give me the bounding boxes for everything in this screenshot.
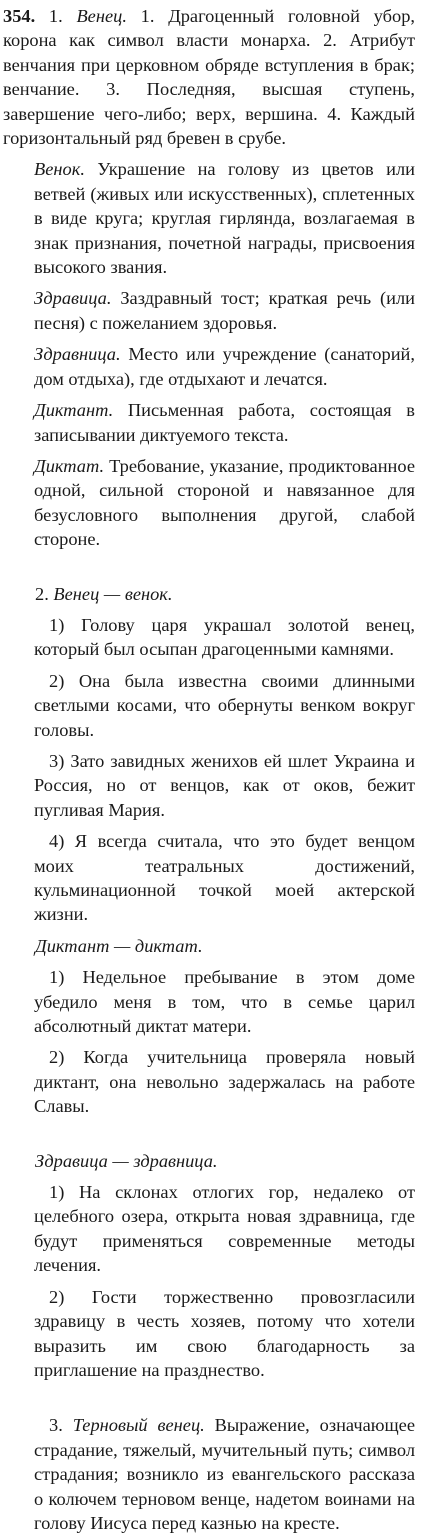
definition-text: Требование, указание, продиктованное одной, сильной стороной и навязанное для безусловного выполнения другой, слабой стороне. <box>34 455 415 550</box>
part-number: 3. <box>49 1415 63 1436</box>
definition-text: Письменная работа, состоящая в записывании диктуемого текста. <box>34 400 415 445</box>
definition-venok <box>34 157 415 279</box>
example-sentence: 1) Недельное пребывание в этом доме убедило меня в том, что в семье царил абсолютный диктат матери. <box>34 967 415 1037</box>
definition-text: Место или учреждение (санаторий, дом отдыха), где отдыхают и лечатся. <box>34 344 415 389</box>
definition-text: Выражение, означающее страдание, тяжелый, мучительный путь; символ страдания; возникло из евангельского рассказа о колючем терновом венце, надетом воинами на голову Иисуса перед казнью на кресте. <box>34 1415 415 1533</box>
example-sentence: 1) На склонах отлогих гор, недалеко от целебного озера, открыта новая здравница, где будут применяться современные методы лечения. <box>34 1182 415 1276</box>
part-number: 2. <box>35 583 49 604</box>
example-sentence: 2) Она была известна своими длинными светлыми косами, что обернуты венком вокруг головы. <box>34 670 415 740</box>
heading-text: Венец — венок. <box>53 583 173 604</box>
example-sentence: 2) Когда учительница проверяла новый диктант, она невольно задержалась на работе Славы. <box>34 1047 415 1117</box>
term-venets: Венец. <box>76 6 127 26</box>
term-diktat: Диктат. <box>34 455 105 476</box>
example-sentence: 2) Гости торжественно провозгласили здравицу в честь хозяев, потому что хотели выразить им свою благодарность за приглашение на празднество. <box>34 1286 415 1380</box>
definition-ternovy-venets <box>34 1413 415 1535</box>
definition-diktat <box>34 454 415 552</box>
part-number: 1. <box>48 6 63 26</box>
example-sentence: 4) Я всегда считала, что это будет венцом моих театральных достижений, кульминационной точкой моей актерской жизни. <box>34 831 415 925</box>
term-zdravnitsa: Здравница. <box>34 344 121 365</box>
section-heading-zdravitsa-zdravnitsa: Здравица — здравница. <box>35 1150 218 1171</box>
definition-venets <box>3 4 415 150</box>
section-heading-venets-venok <box>34 582 415 606</box>
example-sentence: 1) Голову царя украшал золотой венец, который был осыпан драгоценными камнями. <box>34 614 415 660</box>
section-heading-diktant-diktat: Диктант — диктат. <box>35 935 203 956</box>
definition-zdravnitsa <box>34 342 415 391</box>
definition-text: 1. Драгоценный головной убор, корона как символ власти монарха. 2. Атрибут венчания при церковном обряде вступления в брак; венчание. 3. Последняя, высшая ступень, завершение чего-либо; верх, вершина. 4. Каждый горизонтальный ряд бревен в срубе. <box>3 6 415 149</box>
term-ternovy-venets: Терновый венец. <box>72 1415 205 1436</box>
term-venok: Венок. <box>34 159 85 180</box>
term-diktant: Диктант. <box>34 400 114 421</box>
definition-diktant <box>34 398 415 447</box>
definition-zdravitsa <box>34 286 415 335</box>
definition-text: Украшение на голову из цветов или ветвей (живых или искусственных), сплетенных в виде круга; круглая гирлянда, возлагаемая в знак признания, почетной награды, присвоения высокого звания. <box>34 159 415 278</box>
example-sentence: 3) Зато завидных женихов ей шлет Украина и Россия, но от венцов, как от оков, бежит пугливая Мария. <box>34 750 415 820</box>
term-zdravitsa: Здравица. <box>34 288 112 309</box>
exercise-number: 354. <box>3 6 36 26</box>
definition-text: Заздравный тост; краткая речь (или песня) с пожеланием здоровья. <box>34 288 415 333</box>
